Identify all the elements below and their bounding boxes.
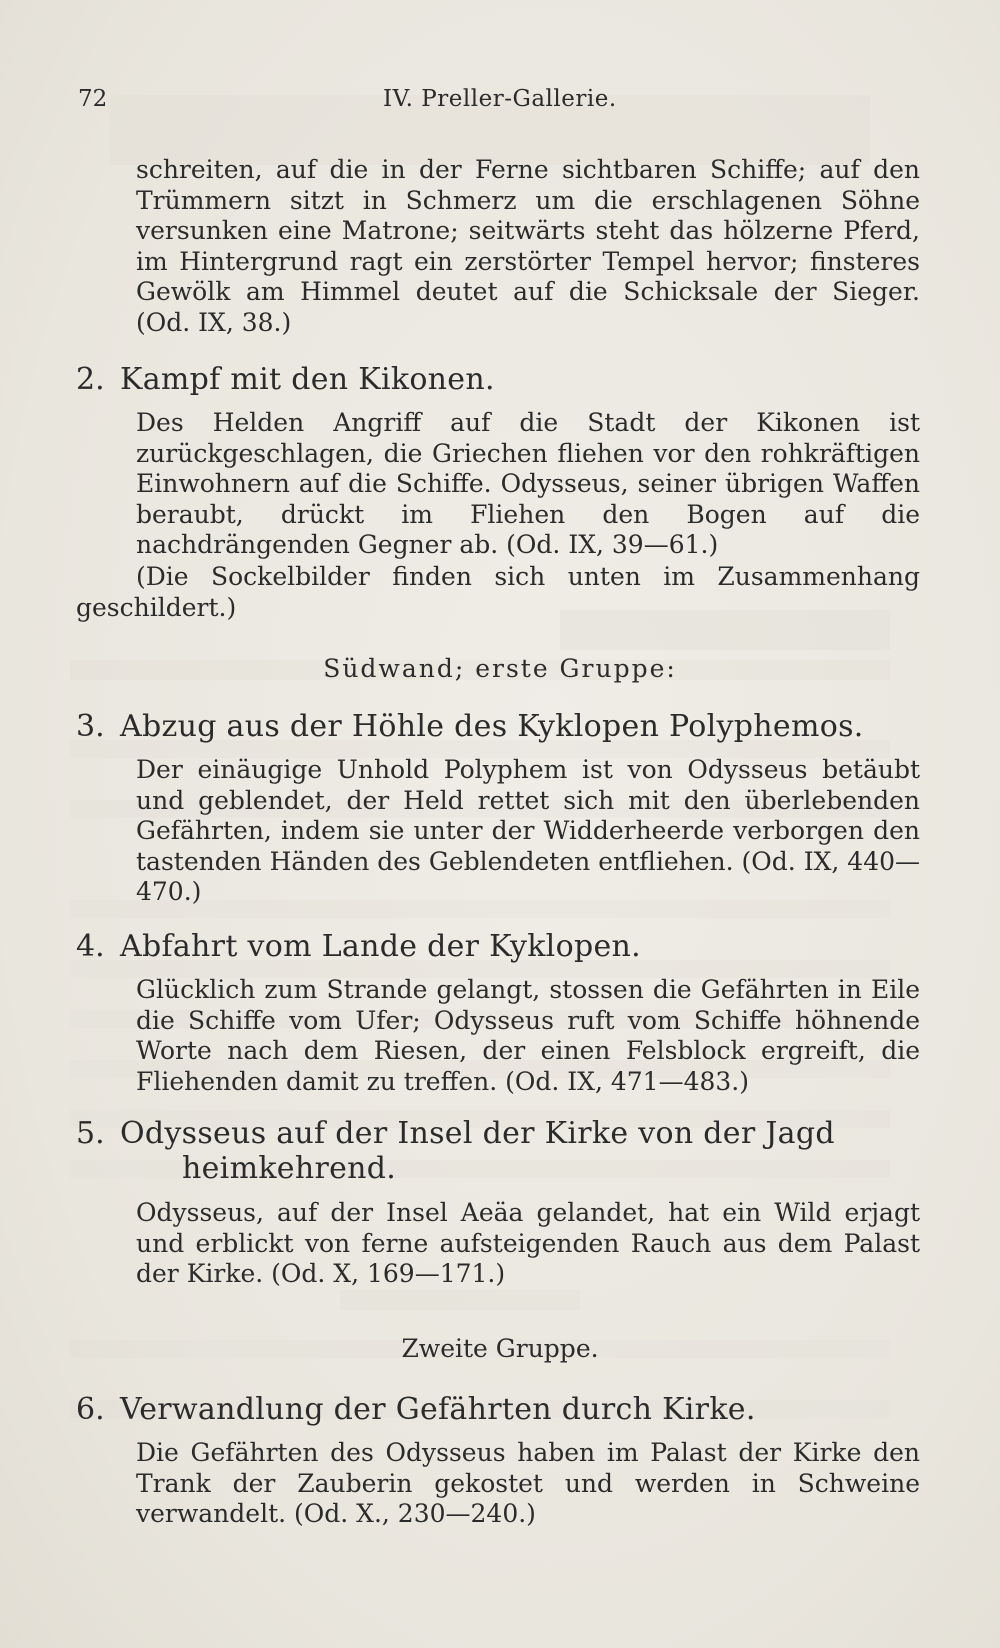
- section-heading-6: [76, 1393, 926, 1426]
- page-number: 72: [78, 86, 108, 112]
- note-paragraph: (Die Sockelbilder finden sich unten im Zusammenhang geschildert.): [76, 562, 920, 622]
- section-heading-5: [76, 1117, 926, 1150]
- section-title: Verwandlung der Gefährten durch Kirke.: [120, 1392, 756, 1427]
- section-number: 5.: [76, 1116, 105, 1151]
- section-heading-2: [76, 363, 926, 396]
- section-body-6: Die Gefährten des Odysseus haben im Palast der Kirke den Trank der Zauberin gekostet und werden in Schweine verwandelt. (Od. X., 230—240.): [136, 1438, 920, 1528]
- group-heading-south-wall: Südwand; erste Gruppe:: [323, 654, 677, 683]
- section-title: Abfahrt vom Lande der Kyklopen.: [120, 929, 641, 964]
- section-number: 4.: [76, 929, 105, 964]
- section-title: Kampf mit den Kikonen.: [120, 362, 495, 397]
- section-heading-5-continued: [182, 1152, 882, 1185]
- section-number: 2.: [76, 362, 105, 397]
- section-title-line-2: heimkehrend.: [182, 1151, 397, 1186]
- section-number: 6.: [76, 1392, 105, 1427]
- section-title-line-1: Odysseus auf der Insel der Kirke von der Jagd: [120, 1116, 835, 1151]
- section-body-3: Der einäugige Unhold Polyphem ist von Odysseus betäubt und geblendet, der Held rettet sich mit den überlebenden Gefährten, indem sie unter der Widderheerde verborgen den tastenden Händen des Geblendeten entfliehen. (Od. IX, 440—470.): [136, 755, 920, 906]
- section-body-5: Odysseus, auf der Insel Aeäa gelandet, hat ein Wild erjagt und erblickt von ferne aufsteigenden Rauch aus dem Palast der Kirke. (Od. X, 169—171.): [136, 1198, 920, 1288]
- section-body-2: Des Helden Angriff auf die Stadt der Kikonen ist zurückgeschlagen, die Griechen fliehen vor den rohkräftigen Einwohnern auf die Schiffe. Odysseus, seiner übrigen Waffen beraubt, drückt im Fliehen den Bogen auf die nachdrängenden Gegner ab. (Od. IX, 39—61.): [136, 408, 920, 559]
- section-number: 3.: [76, 709, 105, 744]
- group-heading-second-group: Zweite Gruppe.: [401, 1334, 599, 1363]
- section-heading-4: [76, 930, 926, 963]
- section-title: Abzug aus der Höhle des Kyklopen Polyphemos.: [120, 709, 864, 744]
- running-header: [78, 86, 918, 122]
- section-heading-3: [76, 710, 926, 743]
- running-title: IV. Preller-Gallerie.: [383, 86, 617, 112]
- intro-paragraph: schreiten, auf die in der Ferne sichtbaren Schiffe; auf den Trümmern sitzt in Schmerz um die erschlagenen Söhne versunken eine Matrone; seitwärts steht das hölzerne Pferd, im Hintergrund ragt ein zerstörter Tempel hervor; finsteres Gewölk am Himmel deutet auf die Schicksale der Sieger. (Od. IX, 38.): [136, 155, 920, 337]
- section-body-4: Glücklich zum Strande gelangt, stossen die Gefährten in Eile die Schiffe vom Ufer; Odysseus ruft vom Schiffe höhnende Worte nach dem Riesen, der einen Felsblock ergreift, die Fliehenden damit zu treffen. (Od. IX, 471—483.): [136, 975, 920, 1096]
